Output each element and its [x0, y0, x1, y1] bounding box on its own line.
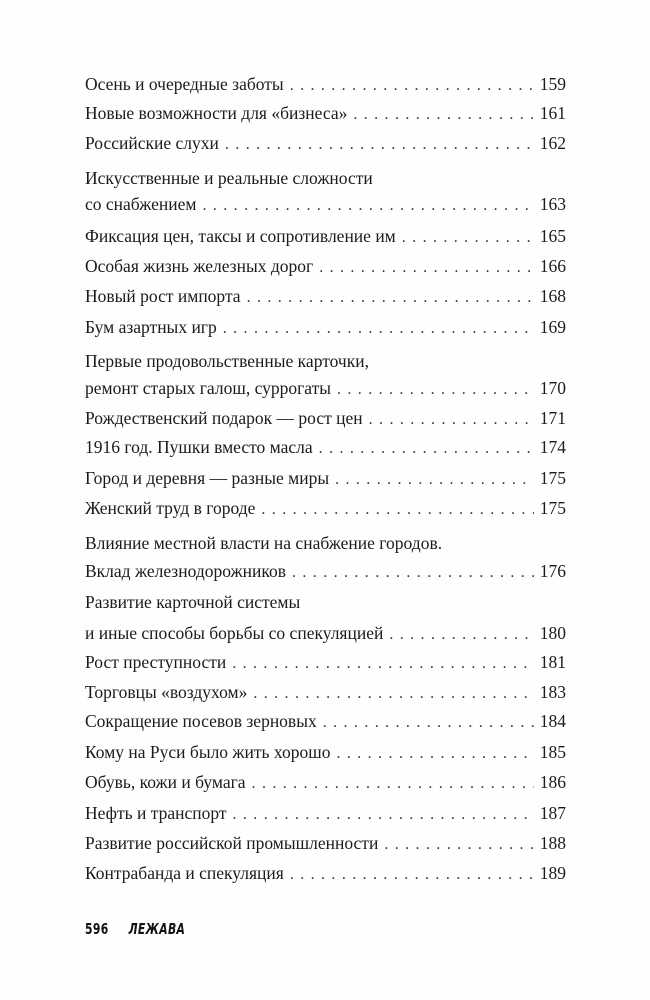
- toc-entry-title: Кому на Руси было жить хорошо: [85, 742, 331, 762]
- toc-entry-page: 188: [539, 833, 566, 853]
- toc-entry-title: Развитие российской промышленности: [85, 833, 379, 853]
- toc-entry-first-line: [85, 589, 566, 615]
- toc-entry: [85, 495, 566, 521]
- toc-entry-title: Торговцы «воздухом»: [85, 682, 248, 702]
- toc-entry-page: 189: [539, 863, 566, 883]
- dot-leader: [232, 651, 534, 677]
- toc-entry-page: 162: [539, 133, 566, 153]
- toc-entry: [85, 71, 566, 97]
- dot-leader: [337, 377, 534, 403]
- toc-entry-title: Первые продовольственные карточки,: [85, 351, 369, 371]
- toc-entry-page: 187: [539, 803, 566, 823]
- dot-leader: [369, 407, 534, 433]
- dot-leader: [336, 741, 533, 767]
- toc-entry-page: 159: [539, 74, 566, 94]
- dot-leader: [253, 681, 533, 707]
- running-head-author: ЛЕЖАВА: [128, 920, 186, 938]
- toc-entry-page: 183: [539, 682, 566, 702]
- dot-leader: [290, 73, 534, 99]
- toc-entry: [85, 800, 566, 826]
- dot-leader: [292, 560, 534, 586]
- toc-entry-page: 166: [539, 256, 566, 276]
- toc-entry-page: 176: [539, 561, 566, 581]
- toc-entry-page: 171: [539, 408, 566, 428]
- dot-leader: [247, 285, 534, 311]
- dot-leader: [225, 132, 534, 158]
- toc-entry: [85, 223, 566, 249]
- dot-leader: [353, 102, 533, 128]
- toc-entry-page: 185: [539, 742, 566, 762]
- toc-entry-first-line: [85, 165, 566, 191]
- toc-entry-title: Город и деревня — разные миры: [85, 468, 330, 488]
- dot-leader: [319, 255, 534, 281]
- toc-entry-page: 168: [539, 286, 566, 306]
- toc-entry-first-line: [85, 348, 566, 374]
- dot-leader: [233, 802, 534, 828]
- toc-entry-title: 1916 год. Пушки вместо масла: [85, 437, 313, 457]
- toc-entry-title: Бум азартных игр: [85, 317, 217, 337]
- dot-leader: [402, 225, 534, 251]
- toc-entry: [85, 100, 566, 126]
- toc-entry: [85, 679, 566, 705]
- toc-entry-title: Новые возможности для «бизнеса»: [85, 103, 348, 123]
- toc-entry-page: 175: [539, 498, 566, 518]
- toc-entry-title: Осень и очередные заботы: [85, 74, 284, 94]
- dot-leader: [223, 316, 534, 342]
- toc-entry: [85, 649, 566, 675]
- toc-entry-title: Контрабанда и спекуляция: [85, 863, 284, 883]
- toc-entry-title: Женский труд в городе: [85, 498, 256, 518]
- dot-leader: [202, 193, 533, 219]
- toc-entry-page: 169: [539, 317, 566, 337]
- toc-entry: [85, 558, 566, 584]
- toc-entry-title: Российские слухи: [85, 133, 219, 153]
- dot-leader: [389, 622, 533, 648]
- toc-entry-title: Развитие карточной системы: [85, 592, 301, 612]
- toc-entry-page: 170: [539, 378, 566, 398]
- toc-entry: [85, 314, 566, 340]
- dot-leader: [323, 710, 534, 736]
- toc-entry-page: 181: [539, 652, 566, 672]
- toc-entry: [85, 253, 566, 279]
- toc-entry-title-continued: ремонт старых галош, суррогаты: [85, 378, 331, 398]
- toc-entry-title-continued: со снабжением: [85, 194, 197, 214]
- dot-leader: [290, 862, 534, 888]
- dot-leader: [384, 832, 533, 858]
- toc-entry-title-continued: и иные способы борьбы со спекуляцией: [85, 623, 384, 643]
- toc-entry-page: 161: [539, 103, 566, 123]
- dot-leader: [319, 436, 534, 462]
- toc-entry: [85, 465, 566, 491]
- toc-entry: [85, 130, 566, 156]
- dot-leader: [252, 771, 534, 797]
- toc-entry-title: Рождественский подарок — рост цен: [85, 408, 363, 428]
- toc-entry-title: Нефть и транспорт: [85, 803, 227, 823]
- toc-entry-title: Влияние местной власти на снабжение городов.: [85, 533, 443, 553]
- toc-entry: [85, 434, 566, 460]
- toc-entry: [85, 860, 566, 886]
- toc-entry: [85, 191, 566, 217]
- toc-entry-title: Искусственные и реальные сложности: [85, 168, 373, 188]
- toc-entry: [85, 620, 566, 646]
- toc-entry: [85, 769, 566, 795]
- toc-entry: [85, 405, 566, 431]
- toc-entry: [85, 283, 566, 309]
- toc-entry-title-continued: Вклад железнодорожников: [85, 561, 286, 581]
- toc-entry-page: 180: [539, 623, 566, 643]
- page-number: 596: [85, 920, 109, 938]
- toc-entry-page: 174: [539, 437, 566, 457]
- toc-entry-page: 175: [539, 468, 566, 488]
- toc-entry: [85, 830, 566, 856]
- toc-entry: [85, 739, 566, 765]
- toc-entry: [85, 375, 566, 401]
- toc-entry-title: Новый рост импорта: [85, 286, 241, 306]
- toc-entry-title: Рост преступности: [85, 652, 227, 672]
- toc-entry-page: 184: [539, 711, 566, 731]
- toc-entry-title: Сокращение посевов зерновых: [85, 711, 317, 731]
- toc-entry-page: 186: [539, 772, 566, 792]
- dot-leader: [335, 467, 534, 493]
- toc-entry: [85, 708, 566, 734]
- toc-entry-first-line: [85, 530, 566, 556]
- toc-entry-page: 165: [539, 226, 566, 246]
- dot-leader: [261, 497, 533, 523]
- toc-entry-title: Особая жизнь железных дорог: [85, 256, 314, 276]
- toc-entry-title: Фиксация цен, таксы и сопротивление им: [85, 226, 396, 246]
- toc-entry-title: Обувь, кожи и бумага: [85, 772, 246, 792]
- toc-entry-page: 163: [539, 194, 566, 214]
- page-footer: [85, 920, 185, 940]
